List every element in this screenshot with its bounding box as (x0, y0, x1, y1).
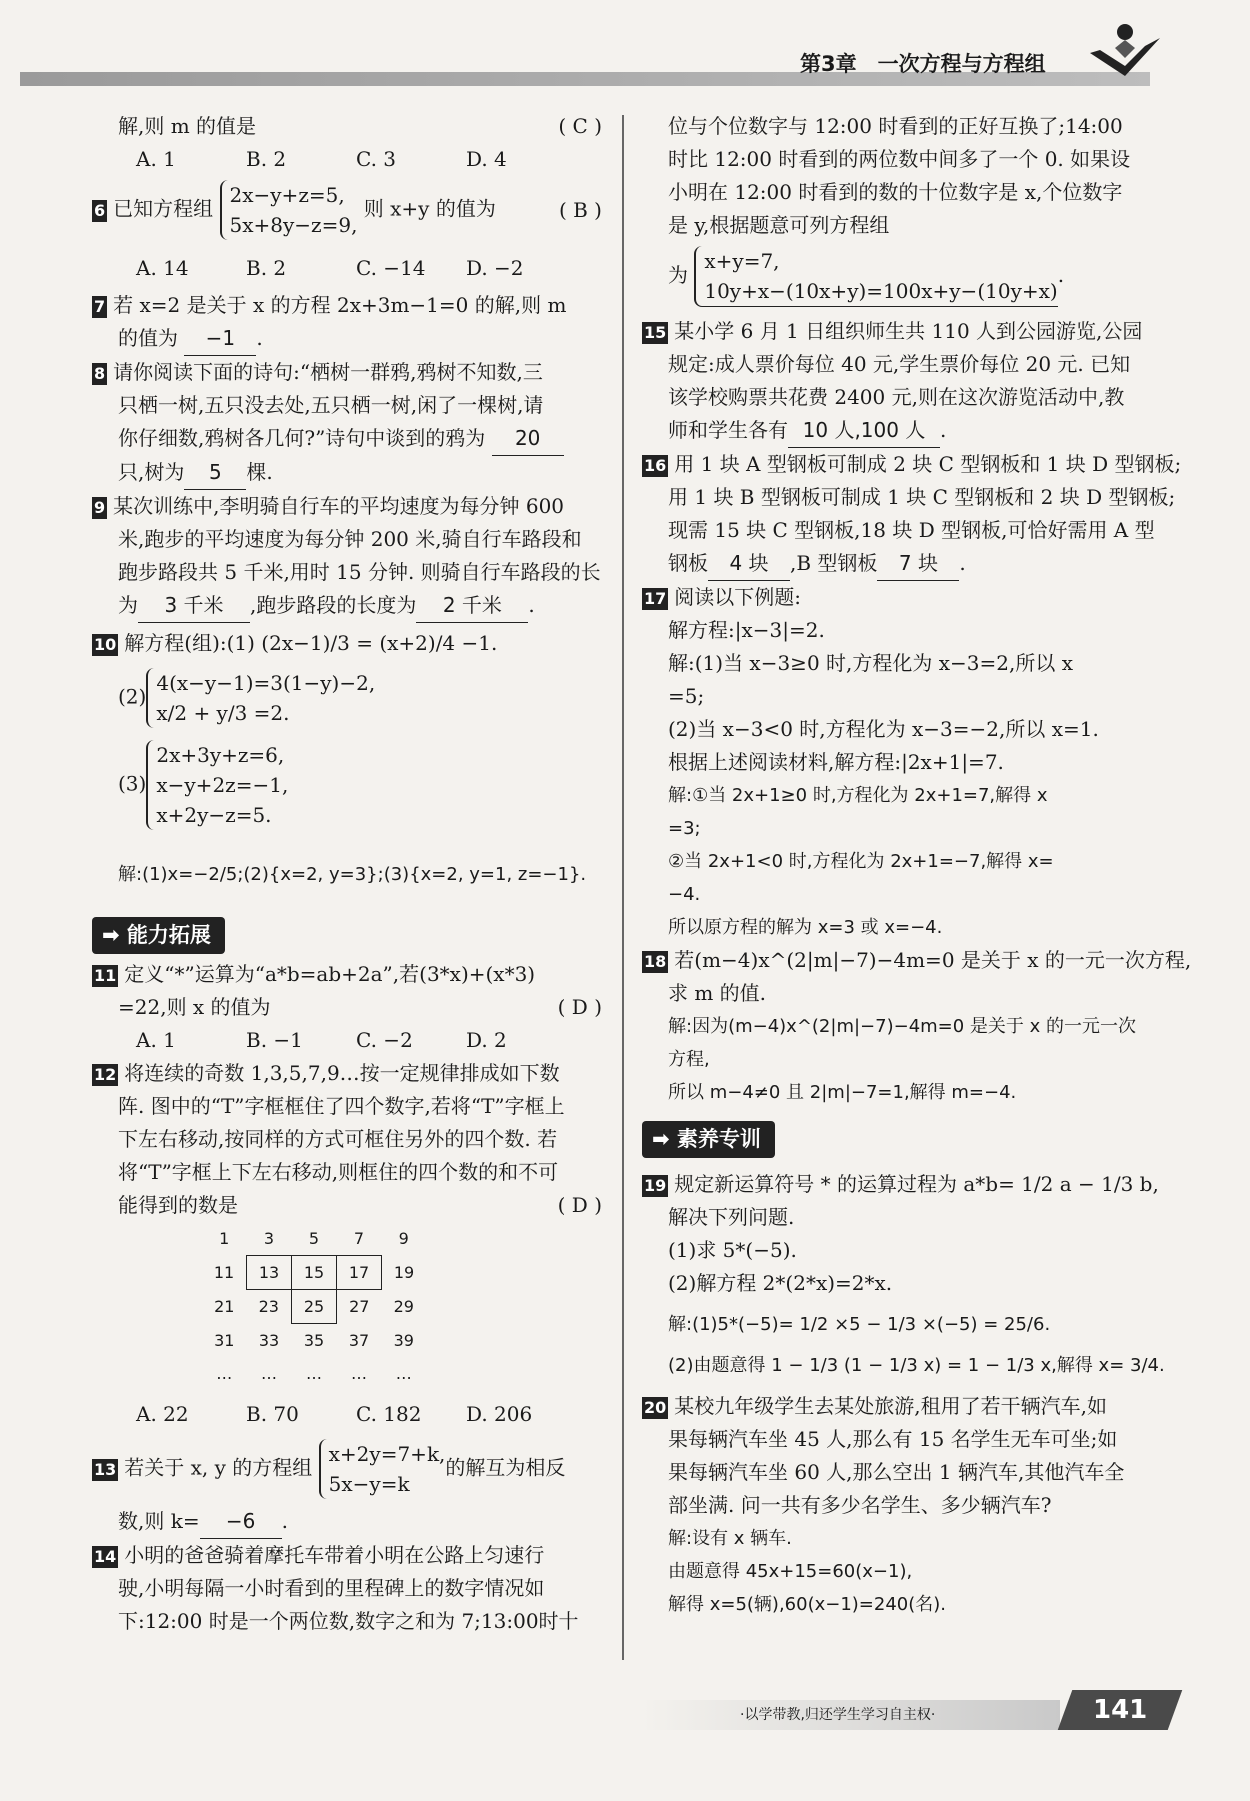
question-11: 11 定义“*”运算为“a*b=ab+2a”,若(3*x)+(x*3) (94, 962, 536, 986)
grid-cell: 35 (303, 1331, 325, 1350)
q9-answer-run: 2 千米 (416, 589, 528, 623)
q16-answer-b: 7 块 (877, 547, 959, 581)
t-frame-cell: 17 (337, 1256, 382, 1290)
chapter-title: 第3章 一次方程与方程组 (800, 52, 1046, 76)
q14-line6: 小明在 12:00 时看到的数的十位数字是 x,个位数字 (668, 180, 1123, 204)
q9-line2: 米,跑步的平均速度为每分钟 200 米,骑自行车路段和 (118, 527, 582, 551)
grid-cell: 19 (393, 1263, 415, 1282)
grid-cell: 27 (349, 1297, 370, 1317)
question-18: 18 若(m−4)x^(2|m|−7)−4m=0 是关于 x 的一元一次方程, (644, 948, 1192, 972)
q10-solution: 解:(1)x=−2/5;(2){x=2, y=3};(3){x=2, y=1, z=−1}. (118, 864, 587, 885)
q17-line2: 解方程:|x−3|=2. (668, 618, 825, 642)
q19-line3: (1)求 5*(−5). (668, 1238, 797, 1262)
question-7: 7 若 x=2 是关于 x 的方程 2x+3m−1=0 的解,则 m (94, 293, 567, 317)
question-8: 8 请你阅读下面的诗句:“栖树一群鸦,鸦树不知数,三 (94, 360, 543, 384)
q20-line2: 果每辆汽车坐 45 人,那么有 15 名学生无车可坐;如 (668, 1427, 1118, 1451)
q14-line3: 下:12:00 时是一个两位数,数字之和为 7;13:00时十 (118, 1609, 579, 1633)
q10-part3: (3)2x+3y+z=6, x−y+2z=−1, x+2y−z=5. (92, 740, 602, 830)
t-frame-cell: 13 (247, 1256, 292, 1290)
t-frame-cell: 15 (292, 1256, 337, 1290)
question-15: 15 某小学 6 月 1 日组织师生共 110 人到公园游览,公园 (644, 319, 1143, 343)
grid-row (202, 1357, 426, 1390)
grid-cell: 11 (213, 1263, 235, 1282)
q19-line4: (2)解方程 2*(2*x)=2*x. (668, 1271, 893, 1295)
q11-line2: =22,则 x 的值为 ( D ) (118, 995, 602, 1019)
q20-solution-2: 由题意得 45x+15=60(x−1), (668, 1561, 913, 1582)
q17-line4: =5; (668, 684, 705, 708)
grid-cell: … (261, 1364, 277, 1383)
question-10: 10 解方程(组):(1) (2x−1)/3 = (x+2)/4 −1. (94, 631, 498, 655)
q17-solution-2: =3; (668, 818, 701, 839)
q20-solution-1: 解:设有 x 辆车. (668, 1528, 792, 1549)
question-19: 19 规定新运算符号 * 的运算过程为 a*b= 1/2 a − 1/3 b, (644, 1172, 1159, 1196)
grid-cell: 31 (214, 1330, 235, 1350)
q14-line4: 位与个位数字与 12:00 时看到的正好互换了;14:00 (668, 114, 1123, 138)
question-16: 16 用 1 块 A 型钢板可制成 2 块 C 型钢板和 1 块 D 型钢板; (644, 452, 1182, 476)
grid-cell: 29 (393, 1297, 414, 1316)
grid-row (202, 1256, 426, 1290)
grid-cell: 9 (398, 1229, 409, 1249)
grid-cell: 1 (219, 1229, 230, 1249)
q8-answer-trees: 5 (184, 456, 246, 490)
q17-solution-4: −4. (668, 884, 701, 905)
q13-answer: −6 (200, 1505, 282, 1539)
q17-solution-1: 解:①当 2x+1≥0 时,方程化为 2x+1=7,解得 x (668, 785, 1048, 806)
q14-answer: 为 x+y=7, 10y+x−(10x+y)=100x+y−(10y+x). (642, 246, 1152, 307)
grid-cell: 37 (348, 1330, 370, 1350)
q6-options: A. 14 B. 2 C. −14 D. −2 (136, 256, 524, 280)
grid-cell: 7 (353, 1229, 365, 1248)
q14-line2: 驶,小明每隔一小时看到的里程碑上的数字情况如 (118, 1576, 545, 1600)
q6-system: 2x−y+z=5, 5x+8y−z=9, (220, 180, 358, 240)
q14-line5: 时比 12:00 时看到的两位数中间多了一个 0. 如果设 (668, 147, 1131, 171)
q17-solution-3: ②当 2x+1<0 时,方程化为 2x+1=−7,解得 x= (668, 851, 1054, 872)
grid-cell: 23 (258, 1297, 279, 1317)
grid-row (202, 1324, 426, 1358)
q14-line7: 是 y,根据题意可列方程组 (668, 213, 890, 237)
q17-solution-5: 所以原方程的解为 x=3 或 x=−4. (668, 917, 943, 938)
q18-solution-1: 解:因为(m−4)x^(2|m|−7)−4m=0 是关于 x 的一元一次 (668, 1016, 1137, 1037)
q19-solution-1: 解:(1)5*(−5)= 1/2 ×5 − 1/3 ×(−5) = 25/6. (668, 1314, 1051, 1335)
grid-cell: … (395, 1364, 412, 1383)
q18-solution-3: 所以 m−4≠0 且 2|m|−7=1,解得 m=−4. (668, 1082, 1017, 1103)
grid-cell: 21 (214, 1297, 235, 1316)
left-column (92, 110, 602, 1638)
q12-line2: 阵. 图中的“T”字框框住了四个数字,若将“T”字框上 (118, 1094, 565, 1118)
q8-line3: 你仔细数,鸦树各几何?”诗句中谈到的鸦为 20 (92, 422, 602, 456)
arrow-icon: ➡ (102, 923, 120, 947)
q17-line5: (2)当 x−3<0 时,方程化为 x−3=−2,所以 x=1. (668, 717, 1099, 741)
grid-cell: 33 (258, 1330, 280, 1350)
q8-answer-crows: 20 (492, 422, 564, 456)
q18-line2: 求 m 的值. (668, 981, 767, 1005)
q12-line4: 将“T”字框上下左右移动,则框住的四个数的和不可 (118, 1160, 559, 1184)
q15-line4: 师和学生各有 10 人,100 人 . (642, 414, 1152, 448)
q20-line3: 果每辆汽车坐 60 人,那么空出 1 辆汽车,其他汽车全 (668, 1460, 1125, 1484)
q8-line2: 只栖一树,五只没去处,五只栖一树,闲了一棵树,请 (118, 393, 544, 417)
q19-line2: 解决下列问题. (668, 1205, 795, 1229)
q17-line6: 根据上述阅读材料,解方程:|2x+1|=7. (668, 750, 1004, 774)
grid-cell: … (216, 1364, 233, 1383)
right-column (642, 110, 1192, 1621)
grid-cell: 5 (308, 1229, 320, 1248)
q9-line3: 跑步路段共 5 千米,用时 15 分钟. 则骑自行车路段的长 (118, 560, 601, 584)
q11-options: A. 1 B. −1 C. −2 D. 2 (136, 1028, 507, 1052)
q16-line3: 现需 15 块 C 型钢板,18 块 D 型钢板,可恰好需用 A 型 (668, 518, 1155, 542)
q13-line2: 数,则 k= −6 . (92, 1505, 602, 1539)
t-frame-cell: 25 (292, 1290, 337, 1324)
grid-cell: 39 (393, 1330, 414, 1350)
section-ability: ➡ 能力拓展 (92, 913, 602, 958)
question-14: 14 小明的爸爸骑着摩托车带着小明在公路上匀速行 (94, 1543, 545, 1567)
grid-cell: … (351, 1364, 367, 1383)
q10-part2: (2)4(x−y−1)=3(1−y)−2, x/2 + y/3 =2. (92, 668, 602, 728)
q8-line4: 只,树为 5 棵. (92, 456, 602, 490)
q12-line3: 下左右移动,按同样的方式可框住另外的四个数. 若 (118, 1127, 558, 1151)
column-divider (622, 115, 624, 1660)
q7-answer: −1 (184, 322, 256, 356)
question-7-line2: 的值为 −1 . (92, 322, 602, 356)
section-literacy: ➡ 素养专训 (642, 1117, 1152, 1162)
q13-system: x+2y=7+k, 5x−y=k (319, 1439, 446, 1499)
q9-answer-bike: 3 千米 (138, 589, 250, 623)
page-number: 141 (1058, 1690, 1183, 1730)
grid-cell: 3 (263, 1229, 275, 1248)
grid-cell: … (306, 1364, 322, 1383)
page-footer (0, 1690, 1250, 1750)
q19-solution-2: (2)由题意得 1 − 1/3 (1 − 1/3 x) = 1 − 1/3 x,解得 x= 3/4. (668, 1355, 1165, 1376)
question-13: 13 若关于 x, y 的方程组 x+2y=7+k, 5x−y=k的解互为相反 (92, 1439, 602, 1499)
q12-options: A. 22 B. 70 C. 182 D. 206 (136, 1402, 533, 1426)
reader-logo-icon (1085, 18, 1165, 78)
q16-answer-a: 4 块 (708, 547, 790, 581)
q5-options: A. 1 B. 2 C. 3 D. 4 (136, 147, 507, 171)
q16-line4: 钢板 4 块 ,B 型钢板 7 块 . (642, 547, 1152, 581)
question-6: 6 已知方程组 2x−y+z=5, 5x+8y−z=9, 则 x+y 的值为 ( B ) (92, 180, 602, 246)
q5-tail: 解,则 m 的值是 ( C ) (118, 114, 602, 138)
q20-line4: 部坐满. 问一共有多少名学生、多少辆汽车? (668, 1493, 1052, 1517)
grid-row (202, 1290, 426, 1324)
q16-line2: 用 1 块 B 型钢板可制成 1 块 C 型钢板和 2 块 D 型钢板; (668, 485, 1176, 509)
question-9: 9 某次训练中,李明骑自行车的平均速度为每分钟 600 (94, 494, 565, 518)
arrow-icon: ➡ (652, 1127, 670, 1151)
q12-line5: 能得到的数是 ( D ) (118, 1193, 602, 1217)
q15-line2: 规定:成人票价每位 40 元,学生票价每位 20 元. 已知 (668, 352, 1131, 376)
question-20: 20 某校九年级学生去某处旅游,租用了若干辆汽车,如 (644, 1394, 1107, 1418)
question-17: 17 阅读以下例题: (644, 585, 802, 609)
q20-solution-3: 解得 x=5(辆),60(x−1)=240(名). (668, 1594, 947, 1615)
odd-number-grid (202, 1222, 426, 1390)
q18-solution-2: 方程, (668, 1049, 710, 1070)
footer-motto: ·以学带教,归还学生学习自主权· (740, 1707, 936, 1723)
q17-line3: 解:(1)当 x−3≥0 时,方程化为 x−3=2,所以 x (668, 651, 1073, 675)
q9-line4: 为 3 千米 ,跑步路段的长度为 2 千米 . (92, 589, 602, 623)
page-header (0, 0, 1250, 90)
q15-line3: 该学校购票共花费 2400 元,则在这次游览活动中,教 (668, 385, 1125, 409)
question-12: 12 将连续的奇数 1,3,5,7,9…按一定规律排成如下数 (94, 1061, 560, 1085)
q15-answer: 10 人,100 人 (788, 414, 940, 448)
grid-row (202, 1222, 426, 1256)
